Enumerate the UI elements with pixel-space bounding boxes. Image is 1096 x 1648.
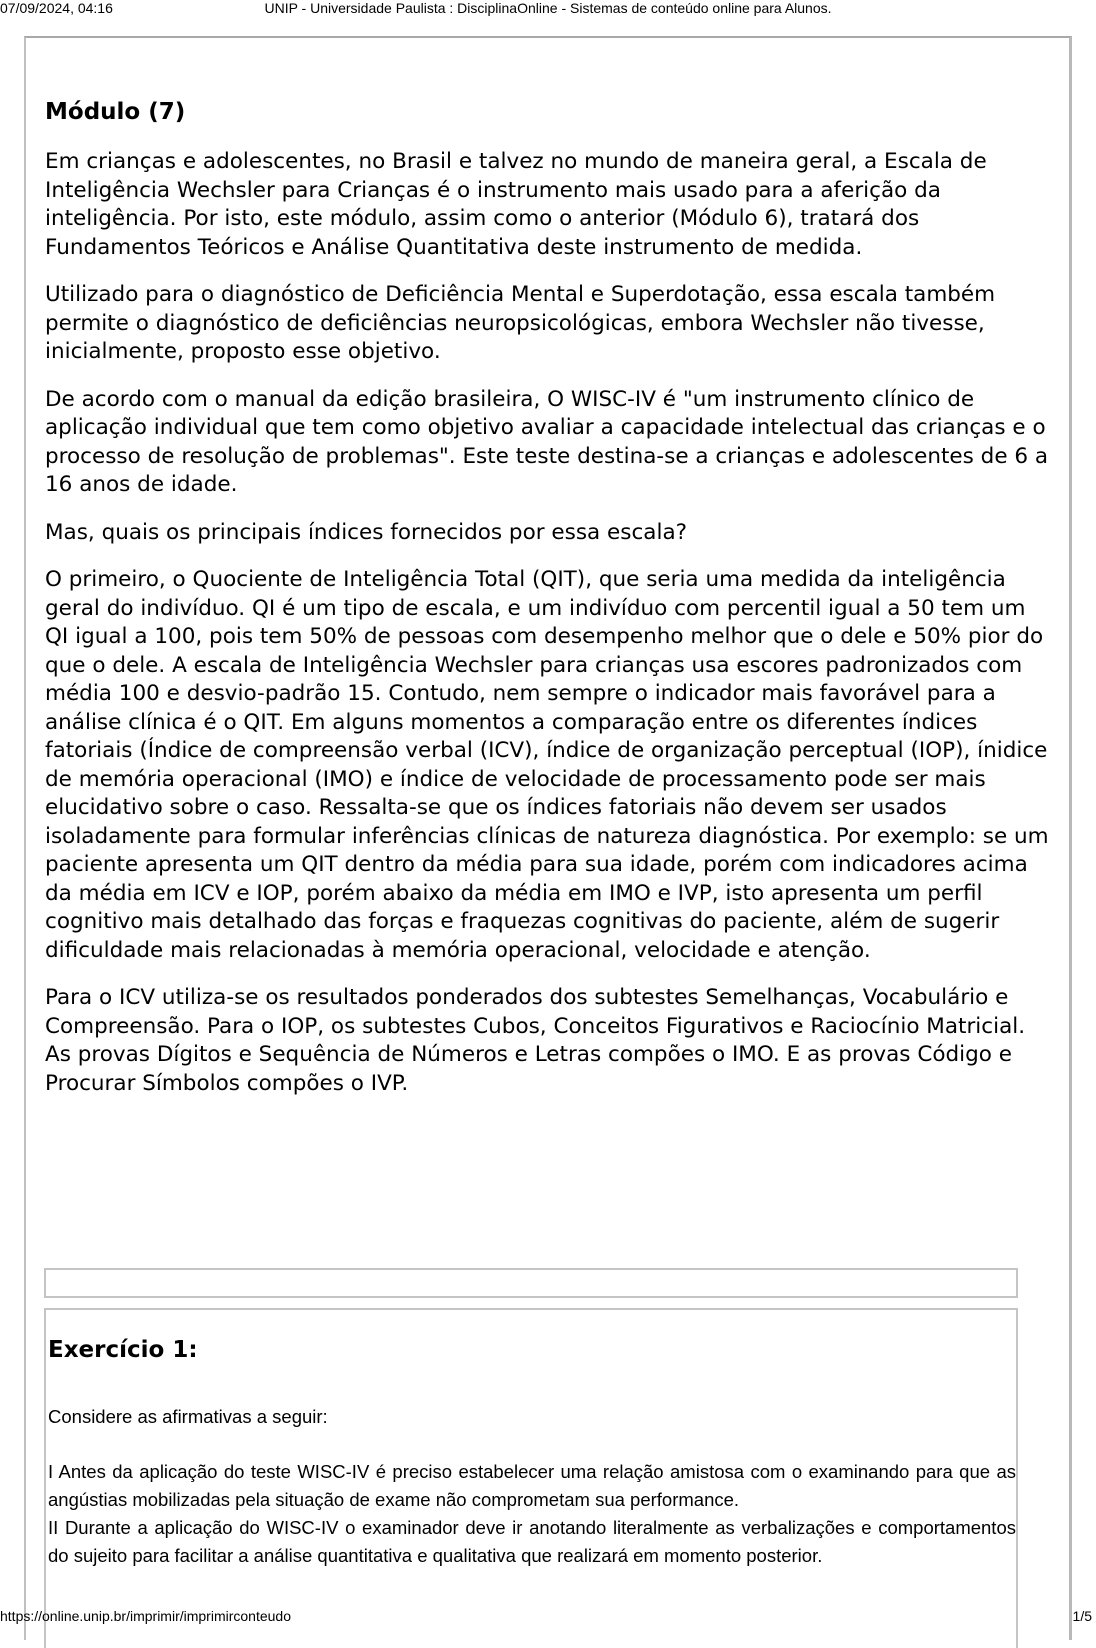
module-paragraph: O primeiro, o Quociente de Inteligência Total (QIT), que seria uma medida da inteligência geral do indivíduo. QI é um tipo de escala, e um indivíduo com percentil igual a 50 tem um QI igual a 100, pois tem 50% de pessoas com desempenho melhor que o dele e 50% pior do que o dele. A escala de Inteligência Wechsler para crianças usa escores padronizados com média 100 e desvio-padrão 15. Contudo, nem sempre o indicador mais favorável para a análise clínica é o QIT. Em alguns momentos a comparação entre os diferentes índices fatoriais (Índice de compreensão verbal (ICV), índice de organização perceptual (IOP), ínidice de memória operacional (IMO) e índice de velocidade de processamento pode ser mais elucidativo sobre o caso. Ressalta-se que os índices fatoriais não devem ser usados isoladamente para formular inferências clínicas de natureza diagnóstica. Por exemplo: se um paciente apresenta um QIT dentro da média para sua idade, porém com indicadores acima da média em ICV e IOP, porém abaixo da média em IMO e IVP, isto apresenta um perfil cognitivo mais detalhado das forças e fraquezas cognitivas do paciente, além de sugerir dificuldade mais relacionadas à memória operacional, velocidade e atenção.: [45, 567, 1049, 963]
empty-divider-box: [44, 1268, 1018, 1298]
module-paragraph: De acordo com o manual da edição brasileira, O WISC-IV é "um instrumento clínico de aplicação individual que tem como objetivo avaliar a capacidade intelectual das crianças e o processo de resolução de problemas". Este teste destina-se a crianças e adolescentes de 6 a 16 anos de idade.: [45, 386, 1049, 497]
statement-item: II Durante a aplicação do WISC-IV o examinador deve ir anotando literalmente as verbalizações e comportamentos do sujeito para facilitar a análise quantitativa e qualitativa que realizará em momento posterior.: [48, 1517, 1016, 1566]
exercise-statements: [48, 1458, 1016, 1570]
print-page-number: 1/5: [1072, 1608, 1092, 1624]
exercise-title: Exercício 1:: [48, 1337, 198, 1363]
module-paragraph: Utilizado para o diagnóstico de Deficiência Mental e Superdotação, essa escala também permite o diagnóstico de deficiências neuropsicológicas, embora Wechsler não tivesse, inicialmente, proposto esse objetivo.: [45, 282, 996, 364]
module-title: Módulo (7): [45, 99, 186, 125]
module-paragraph: Para o ICV utiliza-se os resultados ponderados dos subtestes Semelhanças, Vocabulário e Compreensão. Para o IOP, os subtestes Cubos, Conceitos Figurativos e Raciocínio Matricial. As provas Dígitos e Sequência de Números e Letras compões o IMO. E as provas Código e Procurar Símbolos compões o IVP.: [45, 985, 1026, 1096]
exercise-panel: [44, 1308, 1018, 1648]
print-footer: [0, 1608, 1096, 1624]
print-url: https://online.unip.br/imprimir/imprimirconteudo: [0, 1608, 291, 1624]
exercise-intro: Considere as afirmativas a seguir:: [48, 1406, 328, 1427]
module-paragraph: Mas, quais os principais índices fornecidos por essa escala?: [45, 519, 688, 545]
print-page-title: UNIP - Universidade Paulista : DisciplinaOnline - Sistemas de conteúdo online para Alunos.: [264, 0, 832, 16]
statement-item: I Antes da aplicação do teste WISC-IV é preciso estabelecer uma relação amistosa com o examinando para que as angústias mobilizadas pela situação de exame não comprometam sua performance.: [48, 1461, 1016, 1510]
module-paragraph: Em crianças e adolescentes, no Brasil e talvez no mundo de maneira geral, a Escala de Inteligência Wechsler para Crianças é o instrumento mais usado para a aferição da inteligência. Por isto, este módulo, assim como o anterior (Módulo 6), tratará dos Fundamentos Teóricos e Análise Quantitativa deste instrumento de medida.: [45, 149, 987, 260]
module-content: [45, 96, 1050, 1117]
print-datetime: 07/09/2024, 04:16: [0, 0, 113, 16]
print-header: [0, 0, 1096, 16]
